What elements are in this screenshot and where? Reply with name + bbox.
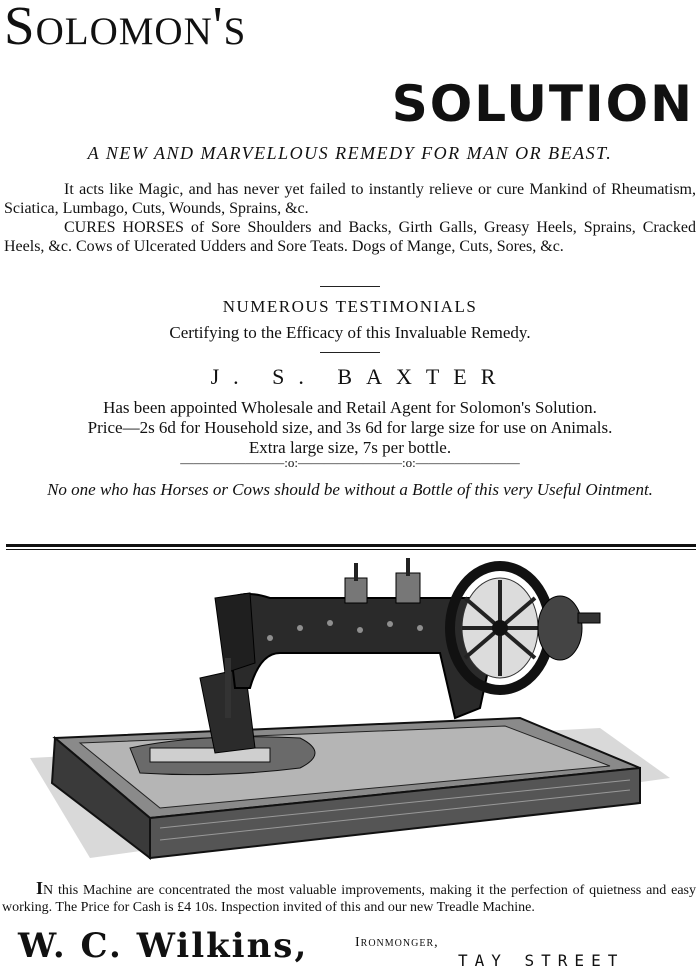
seller-trade: Ironmonger, <box>355 935 439 950</box>
machine-description <box>2 880 696 916</box>
closing-note: No one who has Horses or Cows should be without a Bottle of this very Useful Ointment. <box>47 480 653 499</box>
seller-name: W. C. Wilkins, <box>18 926 309 966</box>
separator: ————————:o:————————:o:———————— <box>180 455 520 470</box>
paragraph-cures-horses: CURES HORSES of Sore Shoulders and Backs, Girth Galls, Greasy Heels, Sprains, Cracked Heels, &c. Cows of Ulcerated Udders and Sore Teats. Dogs of Mange, Cuts, Sores, &c. <box>4 219 696 255</box>
machine-description-text: N this Machine are concentrated the most valuable improvements, making it the perfection of quietness and easy working. The Price for Cash is £4 10s. Inspection invited of this and our new Treadle Machine. <box>2 883 696 915</box>
section-divider <box>6 544 696 550</box>
short-rule <box>320 352 380 353</box>
agent-name: J. S. BAXTER <box>210 364 510 389</box>
short-rule <box>320 286 380 287</box>
paragraph-magic: It acts like Magic, and has never yet failed to instantly relieve or cure Mankind of Rheumatism, Sciatica, Lumbago, Cuts, Wounds, Sprains, &c. <box>4 181 696 217</box>
agent-appointment: Has been appointed Wholesale and Retail Agent for Solomon's Solution. <box>103 398 597 417</box>
extra-size-line: Extra large size, 7s per bottle. <box>248 438 452 457</box>
title-solution: SOLUTION <box>391 75 694 133</box>
seller-street: TAY STREET <box>458 951 625 970</box>
testimonials-subheading: Certifying to the Efficacy of this Invaluable Remedy. <box>169 323 531 342</box>
title-solomons: Solomon's <box>4 0 247 56</box>
drop-cap: I <box>36 878 44 898</box>
price-line: Price—2s 6d for Household size, and 3s 6d for large size for use on Animals. <box>87 418 613 437</box>
subtitle: A NEW AND MARVELLOUS REMEDY FOR MAN OR BEAST. <box>87 143 613 163</box>
testimonials-heading: NUMEROUS TESTIMONIALS <box>222 297 478 316</box>
sewing-machine-illustration <box>0 558 700 878</box>
